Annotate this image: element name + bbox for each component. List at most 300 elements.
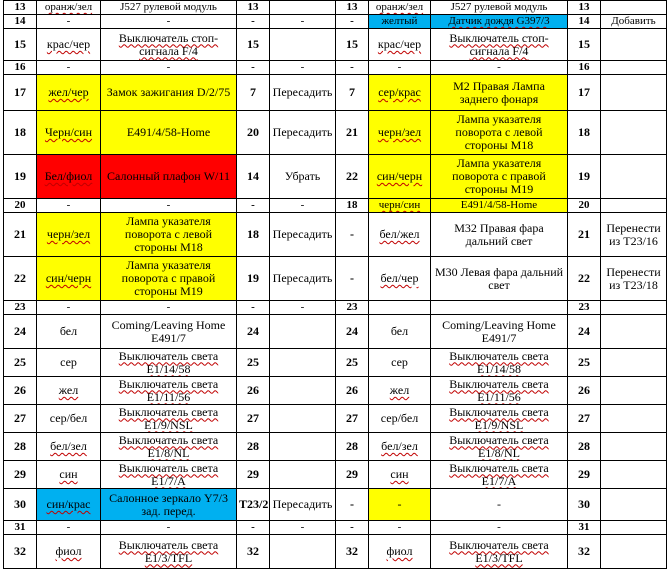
table-row (4, 489, 667, 521)
cell-text: 17 (578, 85, 590, 99)
right-component-cell (431, 535, 568, 569)
cell-text: Пересадить (272, 227, 333, 241)
right-wire-color-cell (369, 349, 431, 377)
left-wire-color-cell (37, 315, 101, 349)
cell-text: Лампа указателя поворота с левой стороны M18 (124, 214, 213, 254)
cell-text: Выключатель света E1/7/A (118, 460, 219, 488)
right-component-cell (431, 61, 568, 75)
cell-text: T23/2 (239, 497, 269, 511)
right-component-cell (431, 461, 568, 489)
right-action-cell (601, 75, 667, 111)
cell-text: бел/зел (50, 439, 87, 453)
left-pin-number-cell (4, 521, 37, 535)
left-pin-number-cell (4, 1, 37, 15)
right-action-cell (601, 535, 667, 569)
right-new-pin-cell (568, 315, 601, 349)
right-pin-number-cell (336, 405, 369, 433)
right-pin-number-cell (336, 1, 369, 15)
cell-text: Выключатель света E1/9/NSL (449, 404, 549, 432)
right-action-cell (601, 349, 667, 377)
cell-text: син/черн (376, 169, 423, 183)
cell-text: 29 (14, 467, 26, 481)
right-wire-color-cell (369, 315, 431, 349)
cell-text: 22 (578, 271, 590, 285)
cell-text: 21 (14, 227, 26, 241)
right-action-cell (601, 315, 667, 349)
left-component-cell (101, 29, 237, 61)
cell-text: Датчик дождя G397/3 (448, 15, 550, 27)
cell-text: - (300, 301, 305, 313)
right-new-pin-cell (568, 521, 601, 535)
right-pin-number-cell (336, 111, 369, 155)
right-action-cell (601, 1, 667, 15)
left-wire-color-cell (37, 433, 101, 461)
cell-text: 20 (578, 199, 590, 211)
left-pin-number-cell (4, 75, 37, 111)
cell-text: Замок зажигания D/2/75 (106, 85, 231, 99)
table-row (4, 111, 667, 155)
right-component-cell (431, 213, 568, 257)
right-pin-number-cell (336, 377, 369, 405)
cell-text: фиол (55, 544, 82, 558)
cell-text: 24 (346, 324, 358, 338)
cell-text: 29 (247, 467, 259, 481)
cell-text: Черн/син (44, 125, 93, 139)
right-new-pin-cell (568, 199, 601, 213)
cell-text: 20 (14, 199, 26, 211)
right-component-cell (431, 489, 568, 521)
left-action-cell (270, 29, 336, 61)
right-pin-number-cell (336, 489, 369, 521)
cell-text: жел (389, 383, 410, 397)
right-pin-number-cell (336, 257, 369, 301)
right-new-pin-cell (568, 155, 601, 199)
cell-text: 24 (14, 324, 26, 338)
cell-text: - (350, 497, 354, 511)
cell-text: - (166, 199, 171, 211)
right-wire-color-cell (369, 521, 431, 535)
cell-text: 18 (247, 227, 259, 241)
right-new-pin-cell (568, 301, 601, 315)
cell-text: бел (390, 324, 409, 338)
table-row (4, 461, 667, 489)
left-component-cell (101, 15, 237, 29)
right-component-cell (431, 521, 568, 535)
right-pin-number-cell (336, 535, 369, 569)
cell-text: Лампа указателя поворота с правой стороны M19 (121, 258, 216, 298)
right-new-pin-cell (568, 461, 601, 489)
cell-text: - (66, 15, 71, 27)
right-pin-number-cell (336, 29, 369, 61)
right-action-cell (601, 301, 667, 315)
left-action-cell (270, 75, 336, 111)
cell-text: - (166, 521, 171, 533)
left-action-cell (270, 61, 336, 75)
left-pin-number-cell (4, 315, 37, 349)
right-pin-number-cell (336, 199, 369, 213)
left-action-cell (270, 213, 336, 257)
cell-text: 13 (346, 1, 358, 13)
cell-text: син (59, 467, 78, 481)
cell-text: Перенести из T23/16 (606, 220, 661, 248)
left-component-cell (101, 405, 237, 433)
cell-text: 28 (247, 439, 259, 453)
left-action-cell (270, 377, 336, 405)
left-action-cell (270, 433, 336, 461)
left-action-cell (270, 521, 336, 535)
right-pin-number-cell (336, 461, 369, 489)
left-component-cell (101, 257, 237, 301)
left-new-pin-cell (237, 29, 270, 61)
cell-text: 14 (247, 169, 259, 183)
cell-text: оранж/зел (44, 1, 93, 13)
cell-text: J527 рулевой модуль (450, 1, 548, 13)
cell-text: Пересадить (272, 125, 333, 139)
left-action-cell (270, 489, 336, 521)
left-new-pin-cell (237, 15, 270, 29)
right-new-pin-cell (568, 377, 601, 405)
right-component-cell (431, 155, 568, 199)
right-new-pin-cell (568, 1, 601, 15)
left-component-cell (101, 301, 237, 315)
left-component-cell (101, 61, 237, 75)
right-component-cell (431, 349, 568, 377)
left-new-pin-cell (237, 521, 270, 535)
left-component-cell (101, 111, 237, 155)
cell-text: Coming/Leaving Home E491/7 (111, 317, 226, 345)
right-action-cell (601, 521, 667, 535)
cell-text: 32 (247, 544, 259, 558)
cell-text: - (66, 199, 71, 211)
right-action-cell (601, 61, 667, 75)
cell-text: 16 (578, 61, 590, 73)
left-wire-color-cell (37, 111, 101, 155)
cell-text: 21 (578, 227, 590, 241)
right-new-pin-cell (568, 349, 601, 377)
cell-text: черн/зел (46, 227, 91, 241)
cell-text: Добавить (611, 15, 656, 27)
left-pin-number-cell (4, 349, 37, 377)
cell-text: Выключатель света E1/8/NL (118, 432, 219, 460)
left-pin-number-cell (4, 461, 37, 489)
right-new-pin-cell (568, 75, 601, 111)
cell-text: сер (60, 355, 77, 369)
cell-text: 31 (578, 521, 590, 533)
cell-text: E491/4/58-Home (126, 125, 211, 139)
cell-text: Салонное зеркало Y7/3 зад. перед. (109, 490, 228, 518)
left-pin-number-cell (4, 301, 37, 315)
cell-text: - (251, 15, 255, 27)
left-component-cell (101, 199, 237, 213)
left-pin-number-cell (4, 61, 37, 75)
right-component-cell (431, 377, 568, 405)
left-new-pin-cell (237, 213, 270, 257)
left-wire-color-cell (37, 61, 101, 75)
right-component-cell (431, 75, 568, 111)
cell-text: бел (59, 324, 78, 338)
cell-text: сер/крас (378, 85, 421, 99)
cell-text: E491/4/58-Home (460, 199, 538, 211)
cell-text: 25 (14, 355, 26, 369)
left-component-cell (101, 535, 237, 569)
left-component-cell (101, 155, 237, 199)
left-wire-color-cell (37, 257, 101, 301)
right-wire-color-cell (369, 61, 431, 75)
table-row (4, 61, 667, 75)
cell-text: сер (391, 355, 408, 369)
cell-text: - (166, 15, 171, 27)
cell-text: Выключатель света E1/14/58 (118, 348, 219, 376)
cell-text: 21 (346, 125, 358, 139)
left-action-cell (270, 155, 336, 199)
left-pin-number-cell (4, 29, 37, 61)
cell-text: жел/чер (48, 85, 89, 99)
cell-text: - (350, 521, 354, 533)
left-action-cell (270, 315, 336, 349)
cell-text: - (350, 61, 354, 73)
cell-text: - (166, 61, 171, 73)
cell-text: 25 (346, 355, 358, 369)
right-action-cell (601, 405, 667, 433)
cell-text: Выключатель света E1/11/56 (118, 376, 219, 404)
cell-text: 22 (346, 169, 358, 183)
left-wire-color-cell (37, 15, 101, 29)
left-wire-color-cell (37, 199, 101, 213)
right-pin-number-cell (336, 301, 369, 315)
table-row (4, 349, 667, 377)
table-row (4, 315, 667, 349)
left-action-cell (270, 15, 336, 29)
left-new-pin-cell (237, 61, 270, 75)
cell-text: 17 (14, 85, 26, 99)
cell-text: 15 (578, 37, 590, 51)
cell-text: черн/син (378, 199, 421, 211)
cell-text: син/черн (45, 271, 92, 285)
left-wire-color-cell (37, 489, 101, 521)
right-component-cell (431, 301, 568, 315)
left-wire-color-cell (37, 461, 101, 489)
cell-text: фиол (386, 544, 413, 558)
left-new-pin-cell (237, 301, 270, 315)
cell-text: 26 (346, 383, 358, 397)
left-wire-color-cell (37, 377, 101, 405)
table-row (4, 301, 667, 315)
left-component-cell (101, 75, 237, 111)
cell-text: 31 (14, 521, 26, 533)
left-action-cell (270, 301, 336, 315)
cell-text: 29 (578, 467, 590, 481)
cell-text: 26 (14, 383, 26, 397)
cell-text: 15 (14, 37, 26, 51)
left-pin-number-cell (4, 535, 37, 569)
right-new-pin-cell (568, 111, 601, 155)
cell-text: 15 (346, 37, 358, 51)
cell-text: черн/зел (377, 125, 422, 139)
cell-text: Лампа указателя поворота с правой стороны M19 (452, 156, 546, 196)
cell-text: Выключатель света E1/7/A (449, 460, 549, 488)
right-new-pin-cell (568, 489, 601, 521)
cell-text: Лампа указателя поворота с левой стороны M18 (455, 112, 543, 152)
cell-text: 24 (247, 324, 259, 338)
left-component-cell (101, 377, 237, 405)
cell-text: 22 (14, 271, 26, 285)
left-action-cell (270, 535, 336, 569)
cell-text: 14 (14, 15, 26, 27)
table-row (4, 199, 667, 213)
right-new-pin-cell (568, 29, 601, 61)
table-row (4, 29, 667, 61)
right-pin-number-cell (336, 155, 369, 199)
cell-text: 20 (247, 125, 259, 139)
cell-text: - (300, 61, 305, 73)
table-row (4, 75, 667, 111)
pin-table (3, 0, 667, 569)
left-wire-color-cell (37, 405, 101, 433)
cell-text: сер/бел (380, 411, 419, 425)
left-component-cell (101, 521, 237, 535)
left-new-pin-cell (237, 489, 270, 521)
cell-text: Перенести из T23/18 (606, 264, 661, 292)
cell-text: J527 рулевой модуль (120, 1, 217, 13)
left-new-pin-cell (237, 257, 270, 301)
left-new-pin-cell (237, 461, 270, 489)
cell-text: 14 (578, 15, 590, 27)
left-pin-number-cell (4, 199, 37, 213)
cell-text: - (300, 199, 305, 211)
left-pin-number-cell (4, 489, 37, 521)
cell-text: - (251, 521, 255, 533)
cell-text: 19 (578, 169, 590, 183)
cell-text: оранж/зел (375, 1, 424, 13)
table-row (4, 433, 667, 461)
cell-text: 27 (346, 411, 358, 425)
cell-text: 27 (14, 411, 26, 425)
left-new-pin-cell (237, 1, 270, 15)
left-component-cell (101, 349, 237, 377)
left-wire-color-cell (37, 29, 101, 61)
left-new-pin-cell (237, 199, 270, 213)
cell-text: 32 (346, 544, 358, 558)
cell-text: 23 (578, 301, 590, 313)
cell-text: Выключатель света E1/11/56 (449, 376, 549, 404)
left-component-cell (101, 433, 237, 461)
cell-text: Coming/Leaving Home E491/7 (442, 317, 556, 345)
right-wire-color-cell (369, 257, 431, 301)
right-action-cell (601, 213, 667, 257)
right-action-cell (601, 377, 667, 405)
right-new-pin-cell (568, 535, 601, 569)
cell-text: - (350, 271, 354, 285)
left-new-pin-cell (237, 155, 270, 199)
cell-text: 24 (578, 324, 590, 338)
cell-text: - (350, 227, 354, 241)
cell-text: - (251, 301, 255, 313)
left-pin-number-cell (4, 377, 37, 405)
cell-text: Выключатель стоп-сигнала F/4 (449, 30, 549, 58)
right-new-pin-cell (568, 61, 601, 75)
right-component-cell (431, 29, 568, 61)
cell-text: 26 (247, 383, 259, 397)
cell-text: 18 (14, 125, 26, 139)
right-new-pin-cell (568, 405, 601, 433)
left-action-cell (270, 1, 336, 15)
cell-text: 13 (14, 1, 26, 13)
right-pin-number-cell (336, 15, 369, 29)
right-action-cell (601, 199, 667, 213)
cell-text: бел/жел (379, 227, 420, 241)
right-new-pin-cell (568, 213, 601, 257)
right-component-cell (431, 405, 568, 433)
cell-text: M32 Правая фара дальний свет (454, 220, 544, 248)
left-component-cell (101, 489, 237, 521)
right-action-cell (601, 29, 667, 61)
right-pin-number-cell (336, 315, 369, 349)
table-row (4, 535, 667, 569)
left-wire-color-cell (37, 75, 101, 111)
cell-text: - (251, 199, 255, 211)
cell-text: Пересадить (272, 271, 333, 285)
left-new-pin-cell (237, 75, 270, 111)
cell-text: бел/зел (381, 439, 418, 453)
left-new-pin-cell (237, 315, 270, 349)
right-action-cell (601, 257, 667, 301)
cell-text: - (397, 497, 402, 511)
right-pin-number-cell (336, 61, 369, 75)
cell-text: Выключатель стоп-сигнала F/4 (118, 30, 219, 58)
right-action-cell (601, 461, 667, 489)
cell-text: 27 (247, 411, 259, 425)
right-wire-color-cell (369, 111, 431, 155)
cell-text: Убрать (284, 169, 321, 183)
right-wire-color-cell (369, 433, 431, 461)
right-pin-number-cell (336, 521, 369, 535)
cell-text: 18 (578, 125, 590, 139)
right-wire-color-cell (369, 535, 431, 569)
table-row (4, 15, 667, 29)
right-action-cell (601, 433, 667, 461)
cell-text: 23 (346, 301, 358, 313)
left-wire-color-cell (37, 349, 101, 377)
right-component-cell (431, 433, 568, 461)
left-wire-color-cell (37, 213, 101, 257)
cell-text: Пересадить (272, 85, 333, 99)
cell-text: 30 (14, 497, 26, 511)
cell-text: - (350, 15, 354, 27)
right-pin-number-cell (336, 433, 369, 461)
cell-text: син/крас (46, 497, 91, 511)
right-wire-color-cell (369, 405, 431, 433)
cell-text: 29 (346, 467, 358, 481)
left-new-pin-cell (237, 535, 270, 569)
right-action-cell (601, 155, 667, 199)
left-new-pin-cell (237, 377, 270, 405)
cell-text: крас/чер (46, 37, 91, 51)
cell-text: Выключатель света E1/14/58 (449, 348, 549, 376)
right-wire-color-cell (369, 15, 431, 29)
right-wire-color-cell (369, 155, 431, 199)
left-action-cell (270, 461, 336, 489)
right-wire-color-cell (369, 489, 431, 521)
left-component-cell (101, 213, 237, 257)
right-component-cell (431, 15, 568, 29)
cell-text: - (300, 15, 305, 27)
cell-text: 13 (247, 1, 259, 13)
cell-text: - (397, 521, 402, 533)
left-wire-color-cell (37, 301, 101, 315)
cell-text: Бел/фиол (44, 169, 93, 183)
right-wire-color-cell (369, 29, 431, 61)
right-wire-color-cell (369, 213, 431, 257)
